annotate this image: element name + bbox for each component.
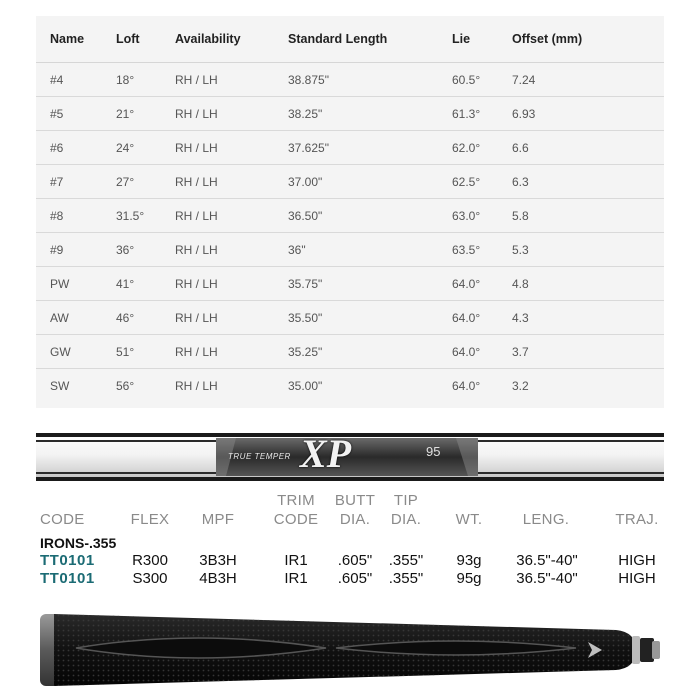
- cell-loft: 46°: [102, 301, 161, 335]
- cell-length: 38.875": [274, 63, 438, 97]
- cell-availability: RH / LH: [161, 97, 274, 131]
- cell-code: TT0101: [40, 552, 95, 569]
- hdr-trim-code: CODE: [273, 511, 319, 528]
- cell-name: #8: [36, 199, 102, 233]
- cell-code: TT0101: [40, 570, 95, 587]
- hdr-leng: LENG.: [522, 511, 570, 528]
- cell-length: 37.625": [274, 131, 438, 165]
- cell-loft: 24°: [102, 131, 161, 165]
- col-header-name: Name: [36, 16, 102, 63]
- cell-loft: 41°: [102, 267, 161, 301]
- hdr-tip: TIP: [393, 492, 419, 509]
- cell-availability: RH / LH: [161, 335, 274, 369]
- col-header-lie: Lie: [438, 16, 498, 63]
- spec-row: [0, 552, 700, 569]
- cell-offset: 5.3: [498, 233, 664, 267]
- cell-offset: 3.7: [498, 335, 664, 369]
- cell-lie: 63.0°: [438, 199, 498, 233]
- shaft-spec-chart: [0, 488, 700, 598]
- cell-availability: RH / LH: [175, 378, 218, 393]
- cell-loft: 18°: [102, 63, 161, 97]
- cell-name: #5: [36, 97, 102, 131]
- cell-lie: 60.5°: [438, 63, 498, 97]
- cell-wt: 93g: [456, 552, 482, 569]
- cell-offset: 7.24: [498, 63, 664, 97]
- grip-collar: [632, 636, 640, 664]
- cell-tip: .355": [388, 552, 424, 569]
- cell-name: #6: [36, 131, 102, 165]
- hdr-butt: BUTT: [334, 492, 376, 509]
- table-row: [36, 369, 664, 403]
- cell-lie: 63.5°: [438, 233, 498, 267]
- spec-table: [36, 16, 664, 402]
- section-label: IRONS-.355: [40, 535, 117, 551]
- cell-length: 36.50": [274, 199, 438, 233]
- cell-length: 35.00": [288, 378, 323, 393]
- cell-leng: 36.5"-40": [516, 552, 578, 569]
- col-header-length: Standard Length: [274, 16, 438, 63]
- cell-leng: 36.5"-40": [516, 570, 578, 587]
- cell-trim: IR1: [284, 570, 308, 587]
- table-row: [36, 335, 664, 369]
- hdr-trim: TRIM: [277, 492, 315, 509]
- cell-name: SW: [50, 378, 70, 393]
- cell-loft: 31.5°: [102, 199, 161, 233]
- cell-lie: 64.0°: [452, 378, 481, 393]
- hdr-butt-dia: DIA.: [339, 511, 371, 528]
- cell-butt: .605": [337, 552, 373, 569]
- table-header-row: [36, 16, 664, 63]
- cell-length: 35.50": [274, 301, 438, 335]
- hdr-flex: FLEX: [130, 511, 170, 528]
- cell-name: #9: [36, 233, 102, 267]
- cell-name: GW: [36, 335, 102, 369]
- cell-length: 35.25": [274, 335, 438, 369]
- cell-offset: 6.6: [498, 131, 664, 165]
- cell-lie: 64.0°: [438, 267, 498, 301]
- cell-trim: IR1: [284, 552, 308, 569]
- shaft-number: 95: [426, 444, 441, 459]
- cell-length: 38.25": [274, 97, 438, 131]
- cell-loft: 56°: [116, 378, 135, 393]
- hdr-traj: TRAJ.: [615, 511, 659, 528]
- cell-offset: 6.3: [498, 165, 664, 199]
- cell-tip: .355": [388, 570, 424, 587]
- table-row: [36, 131, 664, 165]
- cell-offset: 3.2: [512, 378, 529, 393]
- table-row: [36, 199, 664, 233]
- cell-offset: 6.93: [498, 97, 664, 131]
- cell-lie: 64.0°: [438, 335, 498, 369]
- cell-name: #4: [36, 63, 102, 97]
- col-header-offset: Offset (mm): [498, 16, 664, 63]
- cell-offset: 4.3: [498, 301, 664, 335]
- cell-offset: 4.8: [498, 267, 664, 301]
- cell-lie: 62.5°: [438, 165, 498, 199]
- cell-loft: 27°: [102, 165, 161, 199]
- cell-availability: RH / LH: [161, 267, 274, 301]
- cell-wt: 95g: [456, 570, 482, 587]
- col-header-loft: Loft: [102, 16, 161, 63]
- table-row: [36, 63, 664, 97]
- cell-traj: HIGH: [618, 552, 656, 569]
- table-row: [36, 233, 664, 267]
- cell-lie: 64.0°: [438, 301, 498, 335]
- cell-butt: .605": [337, 570, 373, 587]
- shaft-model-logo: XP: [300, 431, 352, 476]
- cell-availability: RH / LH: [161, 199, 274, 233]
- spec-row: [0, 570, 700, 587]
- table-row: [36, 267, 664, 301]
- table-row: [36, 165, 664, 199]
- hdr-mpf: MPF: [201, 511, 235, 528]
- cell-availability: RH / LH: [161, 131, 274, 165]
- cell-traj: HIGH: [618, 570, 656, 587]
- cell-name: AW: [36, 301, 102, 335]
- cell-name: PW: [36, 267, 102, 301]
- hdr-code: CODE: [40, 511, 85, 528]
- hdr-wt: WT.: [455, 511, 483, 528]
- cell-lie: 61.3°: [438, 97, 498, 131]
- grip-image: [36, 608, 664, 692]
- cell-availability: RH / LH: [161, 301, 274, 335]
- cell-length: 36": [274, 233, 438, 267]
- cell-offset: 5.8: [498, 199, 664, 233]
- cell-mpf: 3B3H: [199, 552, 237, 569]
- cell-availability: RH / LH: [161, 63, 274, 97]
- cell-lie: 62.0°: [438, 131, 498, 165]
- cell-flex: R300: [132, 552, 168, 569]
- cell-mpf: 4B3H: [199, 570, 237, 587]
- hdr-tip-dia: DIA.: [390, 511, 422, 528]
- cell-loft: 21°: [102, 97, 161, 131]
- table-row: [36, 301, 664, 335]
- col-header-availability: Availability: [161, 16, 274, 63]
- cell-availability: RH / LH: [161, 233, 274, 267]
- cell-flex: S300: [132, 570, 168, 587]
- cell-loft: 36°: [102, 233, 161, 267]
- shaft-brand-text: TRUE TEMPER: [228, 452, 291, 461]
- cell-length: 35.75": [274, 267, 438, 301]
- cell-name: #7: [36, 165, 102, 199]
- table-row: [36, 97, 664, 131]
- cell-length: 37.00": [274, 165, 438, 199]
- cell-loft: 51°: [102, 335, 161, 369]
- cell-availability: RH / LH: [161, 165, 274, 199]
- club-spec-table: [36, 16, 664, 408]
